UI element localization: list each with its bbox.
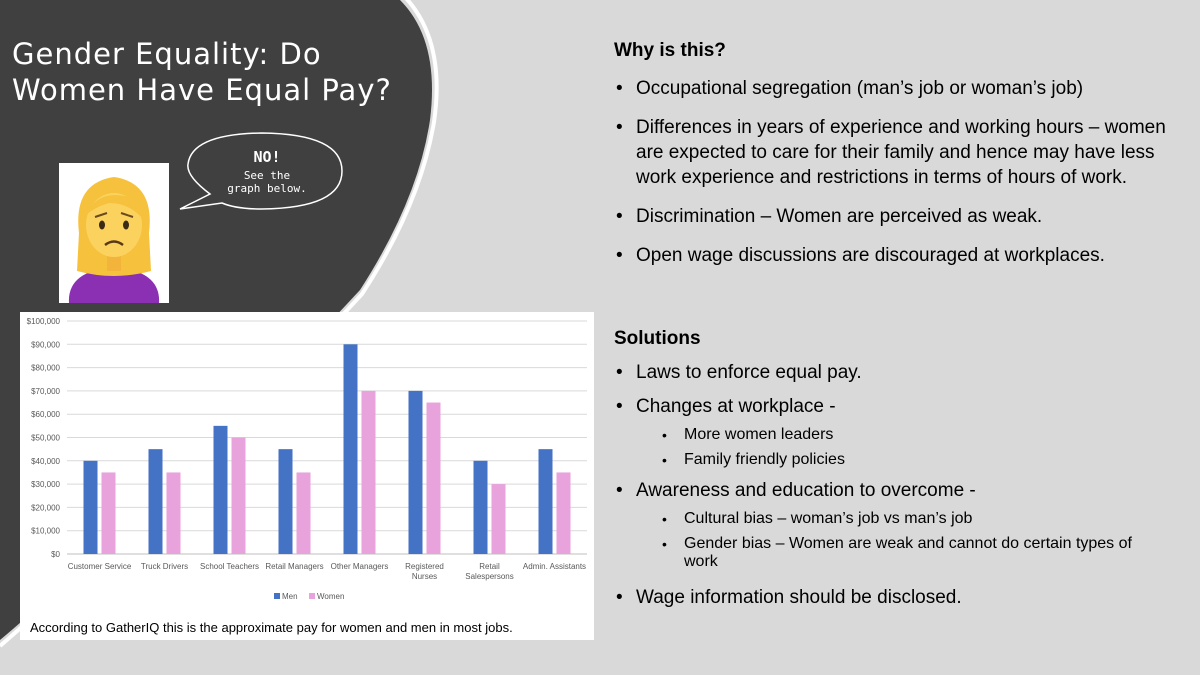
x-tick-label: Retail bbox=[479, 562, 500, 571]
bar-women bbox=[362, 391, 376, 554]
y-tick-label: $70,000 bbox=[31, 386, 60, 396]
legend-label: Women bbox=[317, 592, 345, 601]
y-tick-label: $90,000 bbox=[31, 340, 60, 350]
bar-men bbox=[214, 426, 228, 554]
y-tick-label: $30,000 bbox=[31, 480, 60, 490]
worried-woman-emoji-icon bbox=[59, 163, 169, 303]
y-tick-label: $80,000 bbox=[31, 363, 60, 373]
bar-men bbox=[84, 461, 98, 554]
bar-men bbox=[409, 391, 423, 554]
why-heading: Why is this? bbox=[614, 40, 726, 61]
bar-women bbox=[167, 472, 181, 554]
text-panel bbox=[614, 40, 1184, 610]
solution-bullet: • Laws to enforce equal pay. bbox=[614, 360, 1184, 385]
y-tick-label: $0 bbox=[51, 550, 60, 559]
y-tick-label: $40,000 bbox=[31, 456, 60, 466]
y-tick-label: $100,000 bbox=[26, 317, 60, 326]
bubble-line-2: graph below. bbox=[227, 182, 307, 195]
bar-women bbox=[102, 472, 116, 554]
legend-swatch-men bbox=[274, 593, 280, 599]
bar-men bbox=[149, 449, 163, 554]
x-tick-label: Customer Service bbox=[67, 562, 132, 571]
x-tick-label: Truck Drivers bbox=[140, 562, 189, 571]
solution-sub-bullet: • Family friendly policies bbox=[614, 451, 1184, 469]
y-tick-label: $10,000 bbox=[31, 526, 60, 536]
bar-women bbox=[557, 472, 571, 554]
solution-sub-bullet: • Cultural bias – woman’s job vs man’s job bbox=[614, 510, 1184, 528]
why-bullet: • Open wage discussions are discouraged at workplaces. bbox=[614, 243, 1184, 268]
legend-swatch-women bbox=[309, 593, 315, 599]
legend-label: Men bbox=[282, 592, 298, 601]
chart-caption: According to GatherIQ this is the approximate pay for women and men in most jobs. bbox=[30, 620, 513, 635]
x-tick-label: Nurses bbox=[411, 572, 438, 581]
solution-bullet: • Wage information should be disclosed. bbox=[614, 585, 1184, 610]
solutions-heading: Solutions bbox=[614, 328, 701, 349]
bar-chart-svg bbox=[20, 312, 594, 612]
x-tick-label: Admin. Assistants bbox=[522, 562, 587, 571]
solutions-list bbox=[614, 360, 1184, 610]
bubble-headline: NO! bbox=[253, 148, 281, 166]
bubble-line-1: See the bbox=[243, 169, 291, 182]
y-tick-label: $20,000 bbox=[31, 503, 60, 513]
x-tick-label: Retail Managers bbox=[265, 562, 324, 571]
y-tick-label: $50,000 bbox=[31, 433, 60, 443]
x-tick-label: Registered bbox=[405, 562, 444, 571]
why-list bbox=[614, 76, 1184, 268]
solution-sub-bullet: • More women leaders bbox=[614, 426, 1184, 444]
y-tick-label: $60,000 bbox=[31, 410, 60, 420]
bar-women bbox=[297, 472, 311, 554]
speech-bubble-text bbox=[212, 148, 322, 195]
avatar bbox=[59, 163, 169, 303]
bar-women bbox=[492, 484, 506, 554]
bar-men bbox=[539, 449, 553, 554]
bar-men bbox=[279, 449, 293, 554]
x-tick-label: Salespersons bbox=[465, 572, 514, 581]
x-tick-label: Other Managers bbox=[330, 562, 389, 571]
why-bullet: • Differences in years of experience and working hours – women are expected to care for their family and hence may have less work experience and restrictions in terms of hours of work. bbox=[614, 115, 1184, 190]
solution-bullet: • Changes at workplace - bbox=[614, 394, 1184, 419]
bar-women bbox=[427, 403, 441, 554]
solution-sub-bullet: • Gender bias – Women are weak and cannot do certain types of work bbox=[614, 535, 1184, 571]
why-bullet: • Discrimination – Women are perceived as weak. bbox=[614, 204, 1184, 229]
bar-women bbox=[232, 438, 246, 555]
x-tick-label: School Teachers bbox=[200, 562, 259, 571]
bar-men bbox=[474, 461, 488, 554]
slide-title: Gender Equality: Do Women Have Equal Pay? bbox=[12, 37, 392, 107]
solution-bullet: • Awareness and education to overcome - bbox=[614, 478, 1184, 503]
why-bullet: • Occupational segregation (man’s job or woman’s job) bbox=[614, 76, 1184, 101]
bar-men bbox=[344, 344, 358, 554]
pay-chart bbox=[20, 312, 594, 640]
